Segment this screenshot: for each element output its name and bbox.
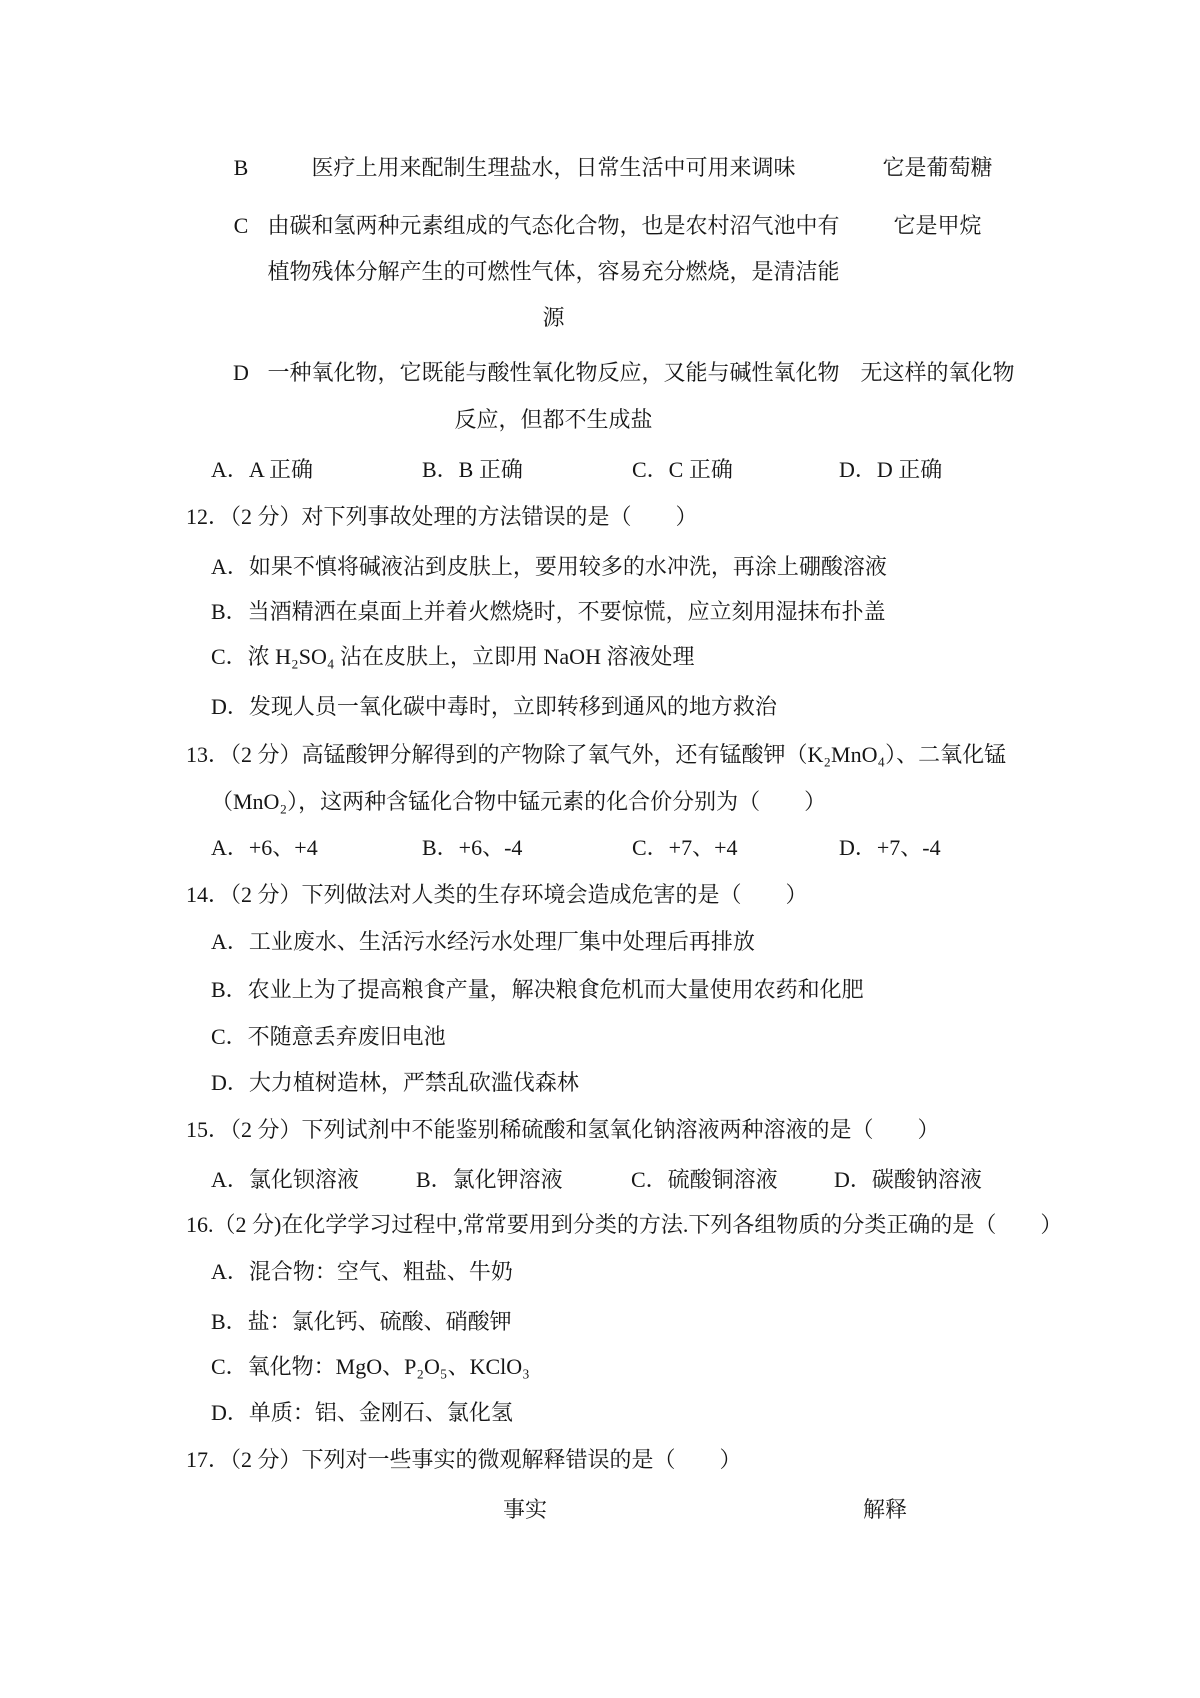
q11-row-d-desc-line2: 反应，但都不生成盐 — [454, 407, 653, 432]
q11-row-b-conclusion: 它是葡萄糖 — [882, 155, 993, 180]
q13-option-d: D．+7、-4 — [839, 835, 941, 860]
q13-stem-line2: （MnO₂），这两种含锰化合物中锰元素的化合价分别为（ ） — [211, 789, 827, 814]
q12-option-d: D．发现人员一氧化碳中毒时，立即转移到通风的地方救治 — [211, 694, 777, 719]
q14-option-a: A．工业废水、生活污水经污水处理厂集中处理后再排放 — [211, 929, 755, 954]
q16-option-d: D．单质：铝、金刚石、氯化氢 — [211, 1400, 513, 1425]
q14-option-d: D．大力植树造林，严禁乱砍滥伐森林 — [211, 1070, 579, 1095]
q11-row-d-label: D — [233, 360, 249, 385]
q17-table-header-fact: 事实 — [502, 1497, 547, 1522]
q11-row-c-desc-line3: 源 — [542, 305, 565, 330]
q14-option-c: C．不随意丢弃废旧电池 — [211, 1024, 446, 1049]
q11-row-c-desc-line1: 由碳和氢两种元素组成的气态化合物，也是农村沼气池中有 — [267, 213, 840, 238]
q11-answer-b: B．B 正确 — [422, 457, 523, 482]
q15-option-b: B．氯化钾溶液 — [416, 1167, 563, 1192]
q16-option-c: C．氧化物：MgO、P₂O₅、KClO₃ — [211, 1354, 530, 1379]
q15-option-a: A．氯化钡溶液 — [211, 1167, 359, 1192]
q11-answer-c: C．C 正确 — [632, 457, 733, 482]
q14-option-b: B．农业上为了提高粮食产量，解决粮食危机而大量使用农药和化肥 — [211, 977, 864, 1002]
q11-row-b-desc: 医疗上用来配制生理盐水，日常生活中可用来调味 — [311, 155, 796, 180]
q12-option-a: A．如果不慎将碱液沾到皮肤上，要用较多的水冲洗，再涂上硼酸溶液 — [211, 554, 887, 579]
q14-stem: 14．（2 分）下列做法对人类的生存环境会造成危害的是（ ） — [186, 882, 808, 907]
q12-option-c: C．浓 H₂SO₄ 沾在皮肤上，立即用 NaOH 溶液处理 — [211, 644, 695, 669]
q12-option-b: B．当酒精洒在桌面上并着火燃烧时，不要惊慌，应立刻用湿抹布扑盖 — [211, 599, 886, 624]
q11-row-d-conclusion: 无这样的氧化物 — [860, 360, 1015, 385]
q16-option-b: B．盐：氯化钙、硫酸、硝酸钾 — [211, 1309, 512, 1334]
q11-row-c-label: C — [233, 213, 249, 238]
q11-row-c-conclusion: 它是甲烷 — [893, 213, 982, 238]
q13-option-a: A．+6、+4 — [211, 835, 318, 860]
q17-stem: 17．（2 分）下列对一些事实的微观解释错误的是（ ） — [186, 1447, 742, 1472]
q12-stem: 12．（2 分）对下列事故处理的方法错误的是（ ） — [186, 504, 698, 529]
q13-option-b: B．+6、-4 — [422, 835, 523, 860]
q13-stem-line1: 13．（2 分）高锰酸钾分解得到的产物除了氧气外，还有锰酸钾（K₂MnO₄）、二氧化锰 — [186, 742, 1007, 767]
q11-row-d-desc-line1: 一种氧化物，它既能与酸性氧化物反应，又能与碱性氧化物 — [267, 360, 840, 385]
q11-answer-a: A．A 正确 — [211, 457, 314, 482]
q11-row-b-label: B — [233, 155, 249, 180]
q15-option-c: C．硫酸铜溶液 — [631, 1167, 778, 1192]
q15-stem: 15．（2 分）下列试剂中不能鉴别稀硫酸和氢氧化钠溶液两种溶液的是（ ） — [186, 1117, 940, 1142]
q16-stem: 16.（2 分)在化学学习过程中,常常要用到分类的方法.下列各组物质的分类正确的是（ ） — [186, 1212, 1063, 1237]
q17-table-header-explanation: 解释 — [862, 1497, 907, 1522]
q13-option-c: C．+7、+4 — [632, 835, 738, 860]
q16-option-a: A．混合物：空气、粗盐、牛奶 — [211, 1259, 513, 1284]
q11-answer-d: D．D 正确 — [839, 457, 943, 482]
q15-option-d: D．碳酸钠溶液 — [834, 1167, 982, 1192]
q11-row-c-desc-line2: 植物残体分解产生的可燃性气体，容易充分燃烧，是清洁能 — [267, 259, 840, 284]
